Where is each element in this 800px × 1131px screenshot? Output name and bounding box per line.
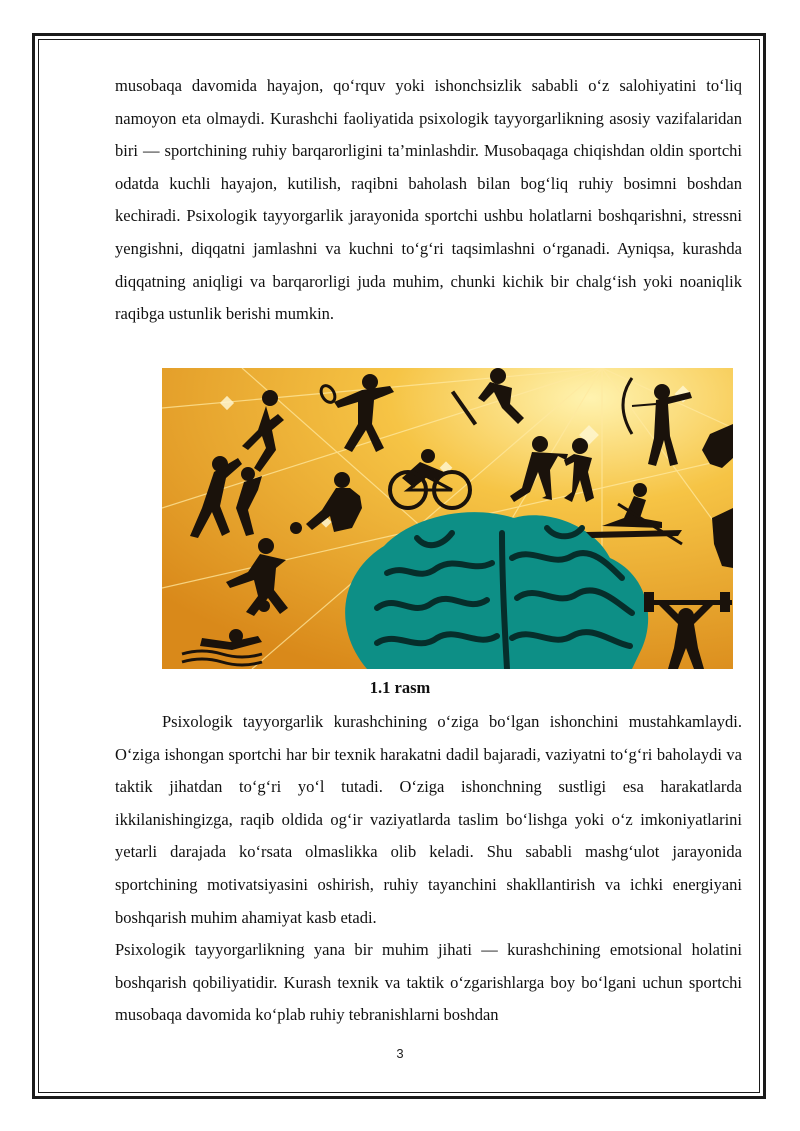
sports-brain-illustration (162, 368, 733, 669)
body-paragraph-3: Psixologik tayyorgarlikning yana bir muhim jihati — kurashchining emotsional holatini boshqarish qobiliyatidir. Kurash texnik va taktik o‘zgarishlarga boy bo‘lgani uchun sportchi musobaqa davomida ko‘plab ruhiy tebranishlarni boshdan (115, 940, 742, 1025)
page-number: 3 (396, 1046, 404, 1061)
body-paragraph-2: Psixologik tayyorgarlik kurashchining o‘ziga bo‘lgan ishonchini mustahkamlaydi. O‘ziga ishongan sportchi har bir texnik harakatni dadil bajaradi, vaziyatni to‘g‘ri baholaydi va taktik jihatdan to‘g‘ri yo‘l tutadi. O‘ziga ishonchning sustligi esa harakatlarda ikkilanishingizga, raqib oldida og‘ir vaziyatlarda taslim bo‘lishga yoki o‘z imkoniyatlarini yetarli darajada ko‘rsata olmaslikka olib keladi. Shu sababli mashg‘ulot jarayonida sportchining motivatsiyasini oshirish, ruhiy tayanchini shakllantirish va ichki energiyani boshqarish muhim ahamiyat kasb etadi. (115, 712, 742, 927)
body-paragraph-1: musobaqa davomida hayajon, qo‘rquv yoki ishonchsizlik sababli o‘z salohiyatini to‘liq namoyon eta olmaydi. Kurashchi faoliyatida psixologik tayyorgarlikning asosiy vazifalaridan biri — sportchining ruhiy barqarorligini ta’minlashdir. Musobaqaga chiqishdan oldin sportchi odatda kuchli hayajon, kutilish, raqibni baholash bilan bog‘liq ruhiy bosimni boshdan kechiradi. Psixologik tayyorgarlik jarayonida sportchi ushbu holatlarni boshqarishni, stressni yengishni, diqqatni jamlashni va kuchni to‘g‘ri taqsimlashni o‘rganadi. Ayniqsa, kurashda diqqatning aniqligi va barqarorligi juda muhim, chunki kichik bir chalg‘ish yoki noaniqlik raqibga ustunlik berishi mumkin. (115, 76, 742, 324)
figure-caption: 1.1 rasm (369, 678, 431, 697)
